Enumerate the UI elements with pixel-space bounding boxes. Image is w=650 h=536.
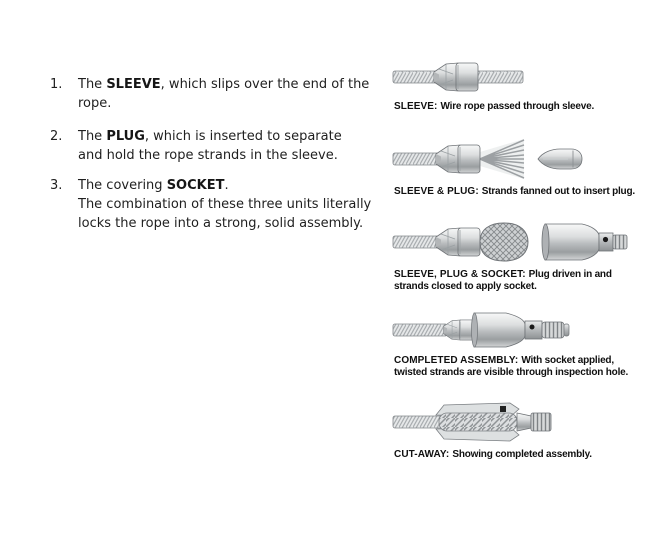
figure-cut-away (392, 400, 644, 461)
caption-text: Plug driven in and strands closed to apply socket. (394, 269, 612, 292)
figure-sleeve-plug-socket (392, 220, 644, 292)
figure-caption (394, 355, 644, 378)
caption-text: Strands fanned out to insert plug. (481, 186, 635, 197)
sleeve-fitting (443, 320, 475, 340)
plug (538, 149, 582, 169)
instruction-list (10, 75, 380, 233)
list-number: 2. (50, 129, 63, 144)
completed-assembly-illustration (392, 310, 574, 350)
bold-term-sleeve: SLEEVE (106, 77, 161, 92)
closed-strands-bulb (480, 223, 528, 261)
socket-applied (472, 313, 570, 347)
wire-rope (393, 324, 447, 336)
sleeve-illustration (392, 58, 524, 96)
caption-label: SLEEVE: (394, 101, 438, 112)
wire-rope (393, 236, 439, 248)
caption-label: SLEEVE, PLUG & SOCKET: (394, 269, 526, 280)
caption-text: Showing completed assembly. (452, 449, 592, 460)
list-item-sleeve (50, 75, 380, 113)
list-extra-text: The combination of these three units literally locks the rope into a strong, solid assembly. (78, 197, 372, 231)
sleeve-plug-socket-illustration (392, 220, 630, 264)
threaded-end (531, 413, 551, 431)
figure-completed-assembly (392, 310, 644, 378)
socket (542, 224, 627, 260)
figure-caption (394, 186, 644, 198)
list-item-plug (50, 127, 380, 165)
sleeve-fitting (436, 145, 480, 173)
internal-strands (439, 413, 517, 431)
cut-away-illustration (392, 400, 557, 444)
list-text: The covering SOCKET. The combination of these three units literally locks the rope into a strong, solid assembly. (78, 176, 378, 233)
figure-sleeve (392, 58, 644, 113)
figure-caption (394, 269, 644, 292)
figure-caption (394, 449, 644, 461)
list-text: The SLEEVE, which slips over the end of the rope. (78, 77, 370, 111)
sleeve-fitting (434, 63, 478, 91)
caption-label: COMPLETED ASSEMBLY: (394, 355, 519, 366)
inspection-hole (603, 237, 608, 242)
figure-caption (394, 101, 644, 113)
caption-text: Wire rope passed through sleeve. (440, 101, 595, 112)
list-number: 3. (50, 178, 63, 193)
inspection-hole (530, 325, 535, 330)
socket-taper (517, 413, 531, 431)
sleeve-plug-illustration (392, 137, 584, 181)
inspection-notch (500, 406, 506, 412)
list-number: 1. (50, 77, 63, 92)
wire-rope (393, 153, 439, 165)
bold-term-plug: PLUG (106, 129, 145, 144)
caption-label: SLEEVE & PLUG: (394, 186, 479, 197)
list-text: The PLUG, which is inserted to separate and hold the rope strands in the sleeve. (78, 129, 342, 163)
sleeve-fitting (436, 228, 480, 256)
list-item-socket (50, 176, 380, 233)
figure-sleeve-plug (392, 137, 644, 198)
caption-text: With socket applied, twisted strands are visible through inspection hole. (394, 355, 629, 378)
caption-label: CUT-AWAY: (394, 449, 450, 460)
bold-term-socket: SOCKET (166, 178, 225, 193)
